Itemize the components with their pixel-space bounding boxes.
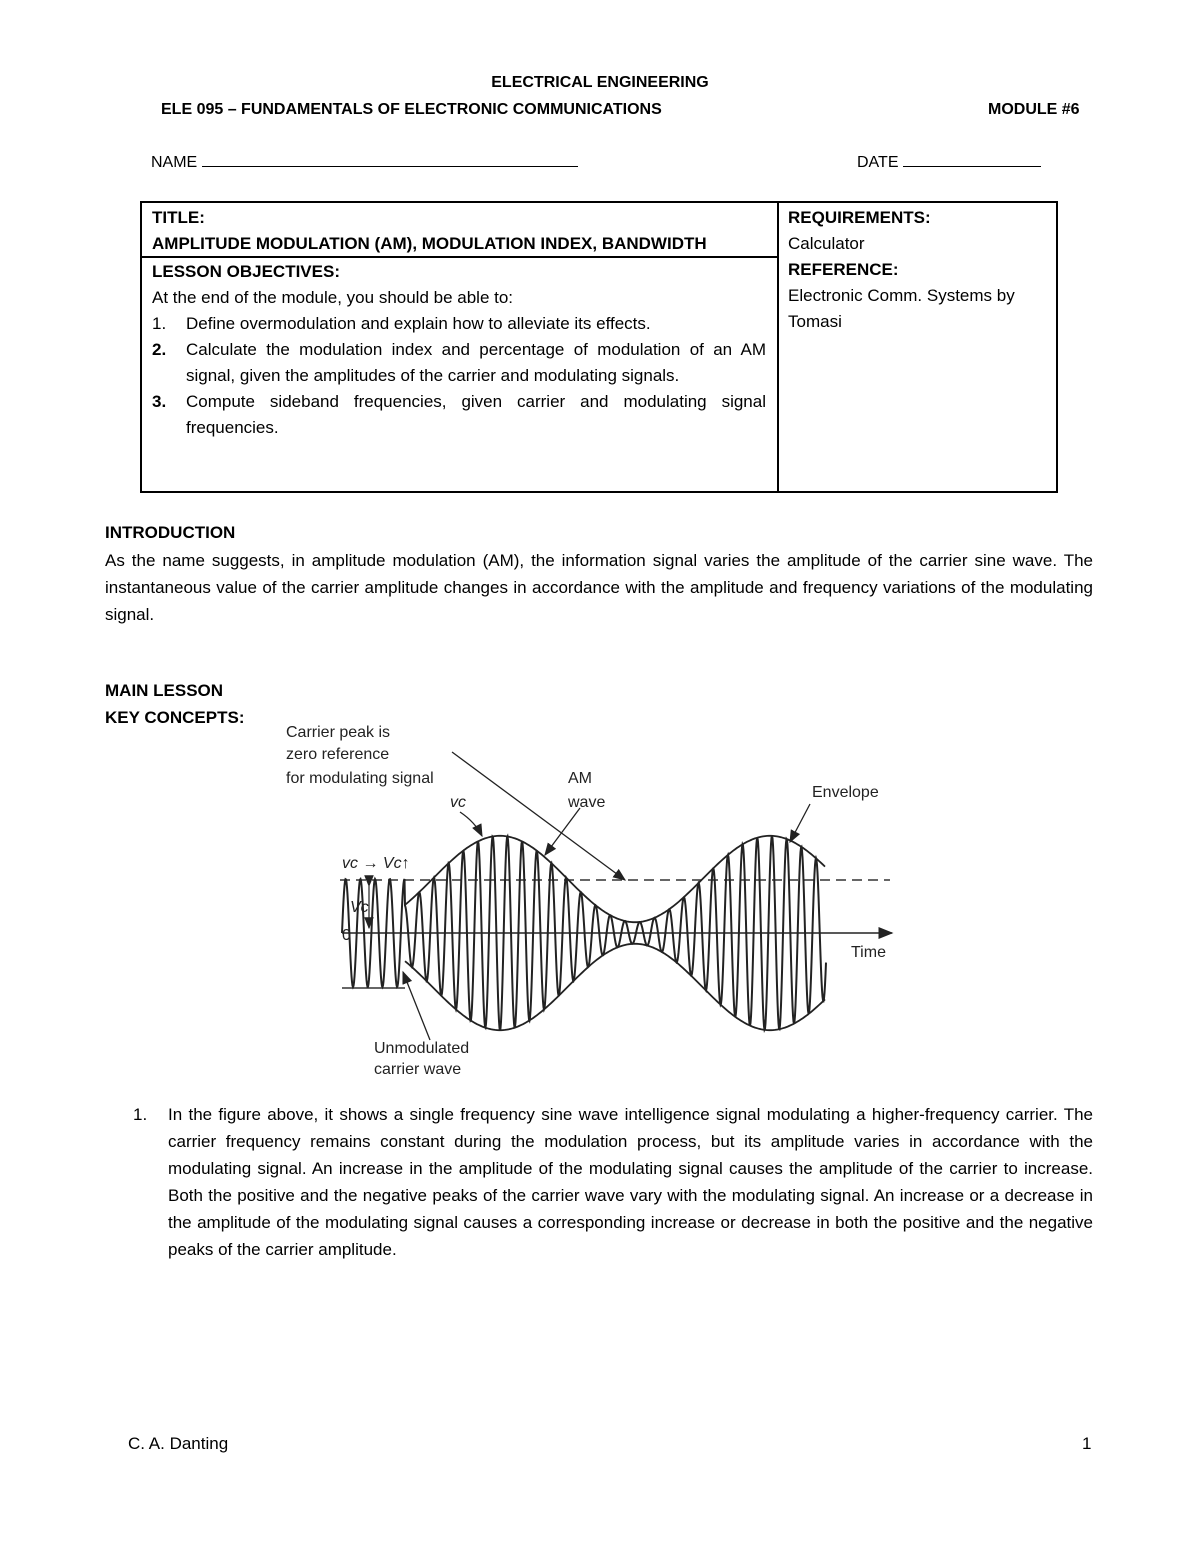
am-wave-pointer	[545, 808, 580, 855]
carrier-peak-label-line3: for modulating signal	[286, 770, 434, 787]
am-wave-figure	[270, 715, 910, 1085]
vc-upper-label: Vc	[350, 899, 369, 916]
point-number: 1.	[133, 1105, 148, 1124]
objective-item	[152, 337, 766, 389]
envelope-upper-curve	[405, 836, 825, 922]
objective-item	[152, 311, 766, 337]
requirements-value: Calculator	[788, 234, 865, 253]
carrier-peak-label-line2: zero reference	[286, 746, 390, 763]
objective-text: Calculate the modulation index and percentage of modulation of an AM signal, given the amplitudes of the carrier and modulating signals.	[186, 340, 766, 385]
envelope-pointer	[790, 804, 810, 842]
title-cell	[152, 205, 772, 257]
vc-pointer	[460, 812, 482, 836]
requirements-cell	[788, 205, 1050, 335]
footer-author: C. A. Danting	[128, 1434, 229, 1453]
carrier-peak-label-line1: Carrier peak is	[286, 724, 391, 741]
date-label: DATE	[857, 154, 899, 171]
objective-number: 2.	[152, 340, 167, 359]
key-concepts-heading: KEY CONCEPTS:	[105, 708, 245, 727]
vc-arrow-label: vc → Vc↑	[342, 855, 410, 872]
introduction-text: As the name suggests, in amplitude modulation (AM), the information signal varies the amplitude of the carrier sine wave. The instantaneous value of the carrier amplitude changes in accordance with the amplitude and frequency variations of the modulating signal.	[105, 551, 1093, 624]
time-label: Time	[851, 944, 886, 961]
objectives-intro: At the end of the module, you should be able to:	[152, 288, 514, 307]
objectives-label: LESSON OBJECTIVES:	[152, 262, 340, 281]
reference-value: Electronic Comm. Systems by Tomasi	[788, 286, 1015, 331]
objectives-list	[152, 311, 766, 441]
table-column-divider	[777, 203, 779, 491]
module-info-table	[140, 201, 1058, 493]
module-number: MODULE #6	[988, 101, 1080, 118]
vc-lower-label: vc	[450, 794, 466, 811]
department-heading: ELECTRICAL ENGINEERING	[491, 74, 709, 91]
point-text: In the figure above, it shows a single frequency sine wave intelligence signal modulating a higher-frequency carrier. The carrier frequency remains constant during the modulation process, but its amplitude varies in accordance with the modulating signal. An increase in the amplitude of the modulating signal causes the amplitude of the carrier to increase. Both the positive and the negative peaks of the carrier wave vary with the modulating signal. An increase or a decrease in the amplitude of the modulating signal causes a corresponding increase or decrease in both the positive and the negative peaks of the carrier amplitude.	[168, 1105, 1093, 1259]
am-label-line2: wave	[568, 794, 606, 811]
objectives-cell	[152, 259, 766, 441]
objective-number: 1.	[152, 314, 167, 333]
zero-label: 0	[342, 927, 351, 944]
date-field[interactable]	[857, 152, 1041, 172]
unmodulated-label-line1: Unmodulated	[374, 1040, 470, 1057]
objective-item	[152, 389, 766, 441]
main-lesson-heading: MAIN LESSON	[105, 681, 224, 700]
requirements-label: REQUIREMENTS:	[788, 208, 931, 227]
name-blank-line[interactable]	[202, 152, 578, 167]
name-field[interactable]	[151, 152, 578, 172]
title-value: AMPLITUDE MODULATION (AM), MODULATION INDEX, BANDWIDTH	[152, 234, 707, 253]
course-title: ELE 095 – FUNDAMENTALS OF ELECTRONIC COMMUNICATIONS	[161, 101, 662, 118]
unmodulated-label-line2: carrier wave	[374, 1061, 462, 1078]
envelope-label: Envelope	[812, 784, 879, 801]
objective-number: 3.	[152, 392, 167, 411]
objective-text: Define overmodulation and explain how to alleviate its effects.	[186, 314, 651, 333]
introduction-heading: INTRODUCTION	[105, 523, 236, 542]
reference-label: REFERENCE:	[788, 260, 899, 279]
date-blank-line[interactable]	[903, 152, 1041, 167]
title-label: TITLE:	[152, 208, 205, 227]
name-label: NAME	[151, 154, 198, 171]
objective-text: Compute sideband frequencies, given carrier and modulating signal frequencies.	[186, 392, 766, 437]
am-label-line1: AM	[568, 770, 592, 787]
page-number: 1	[1082, 1434, 1092, 1453]
